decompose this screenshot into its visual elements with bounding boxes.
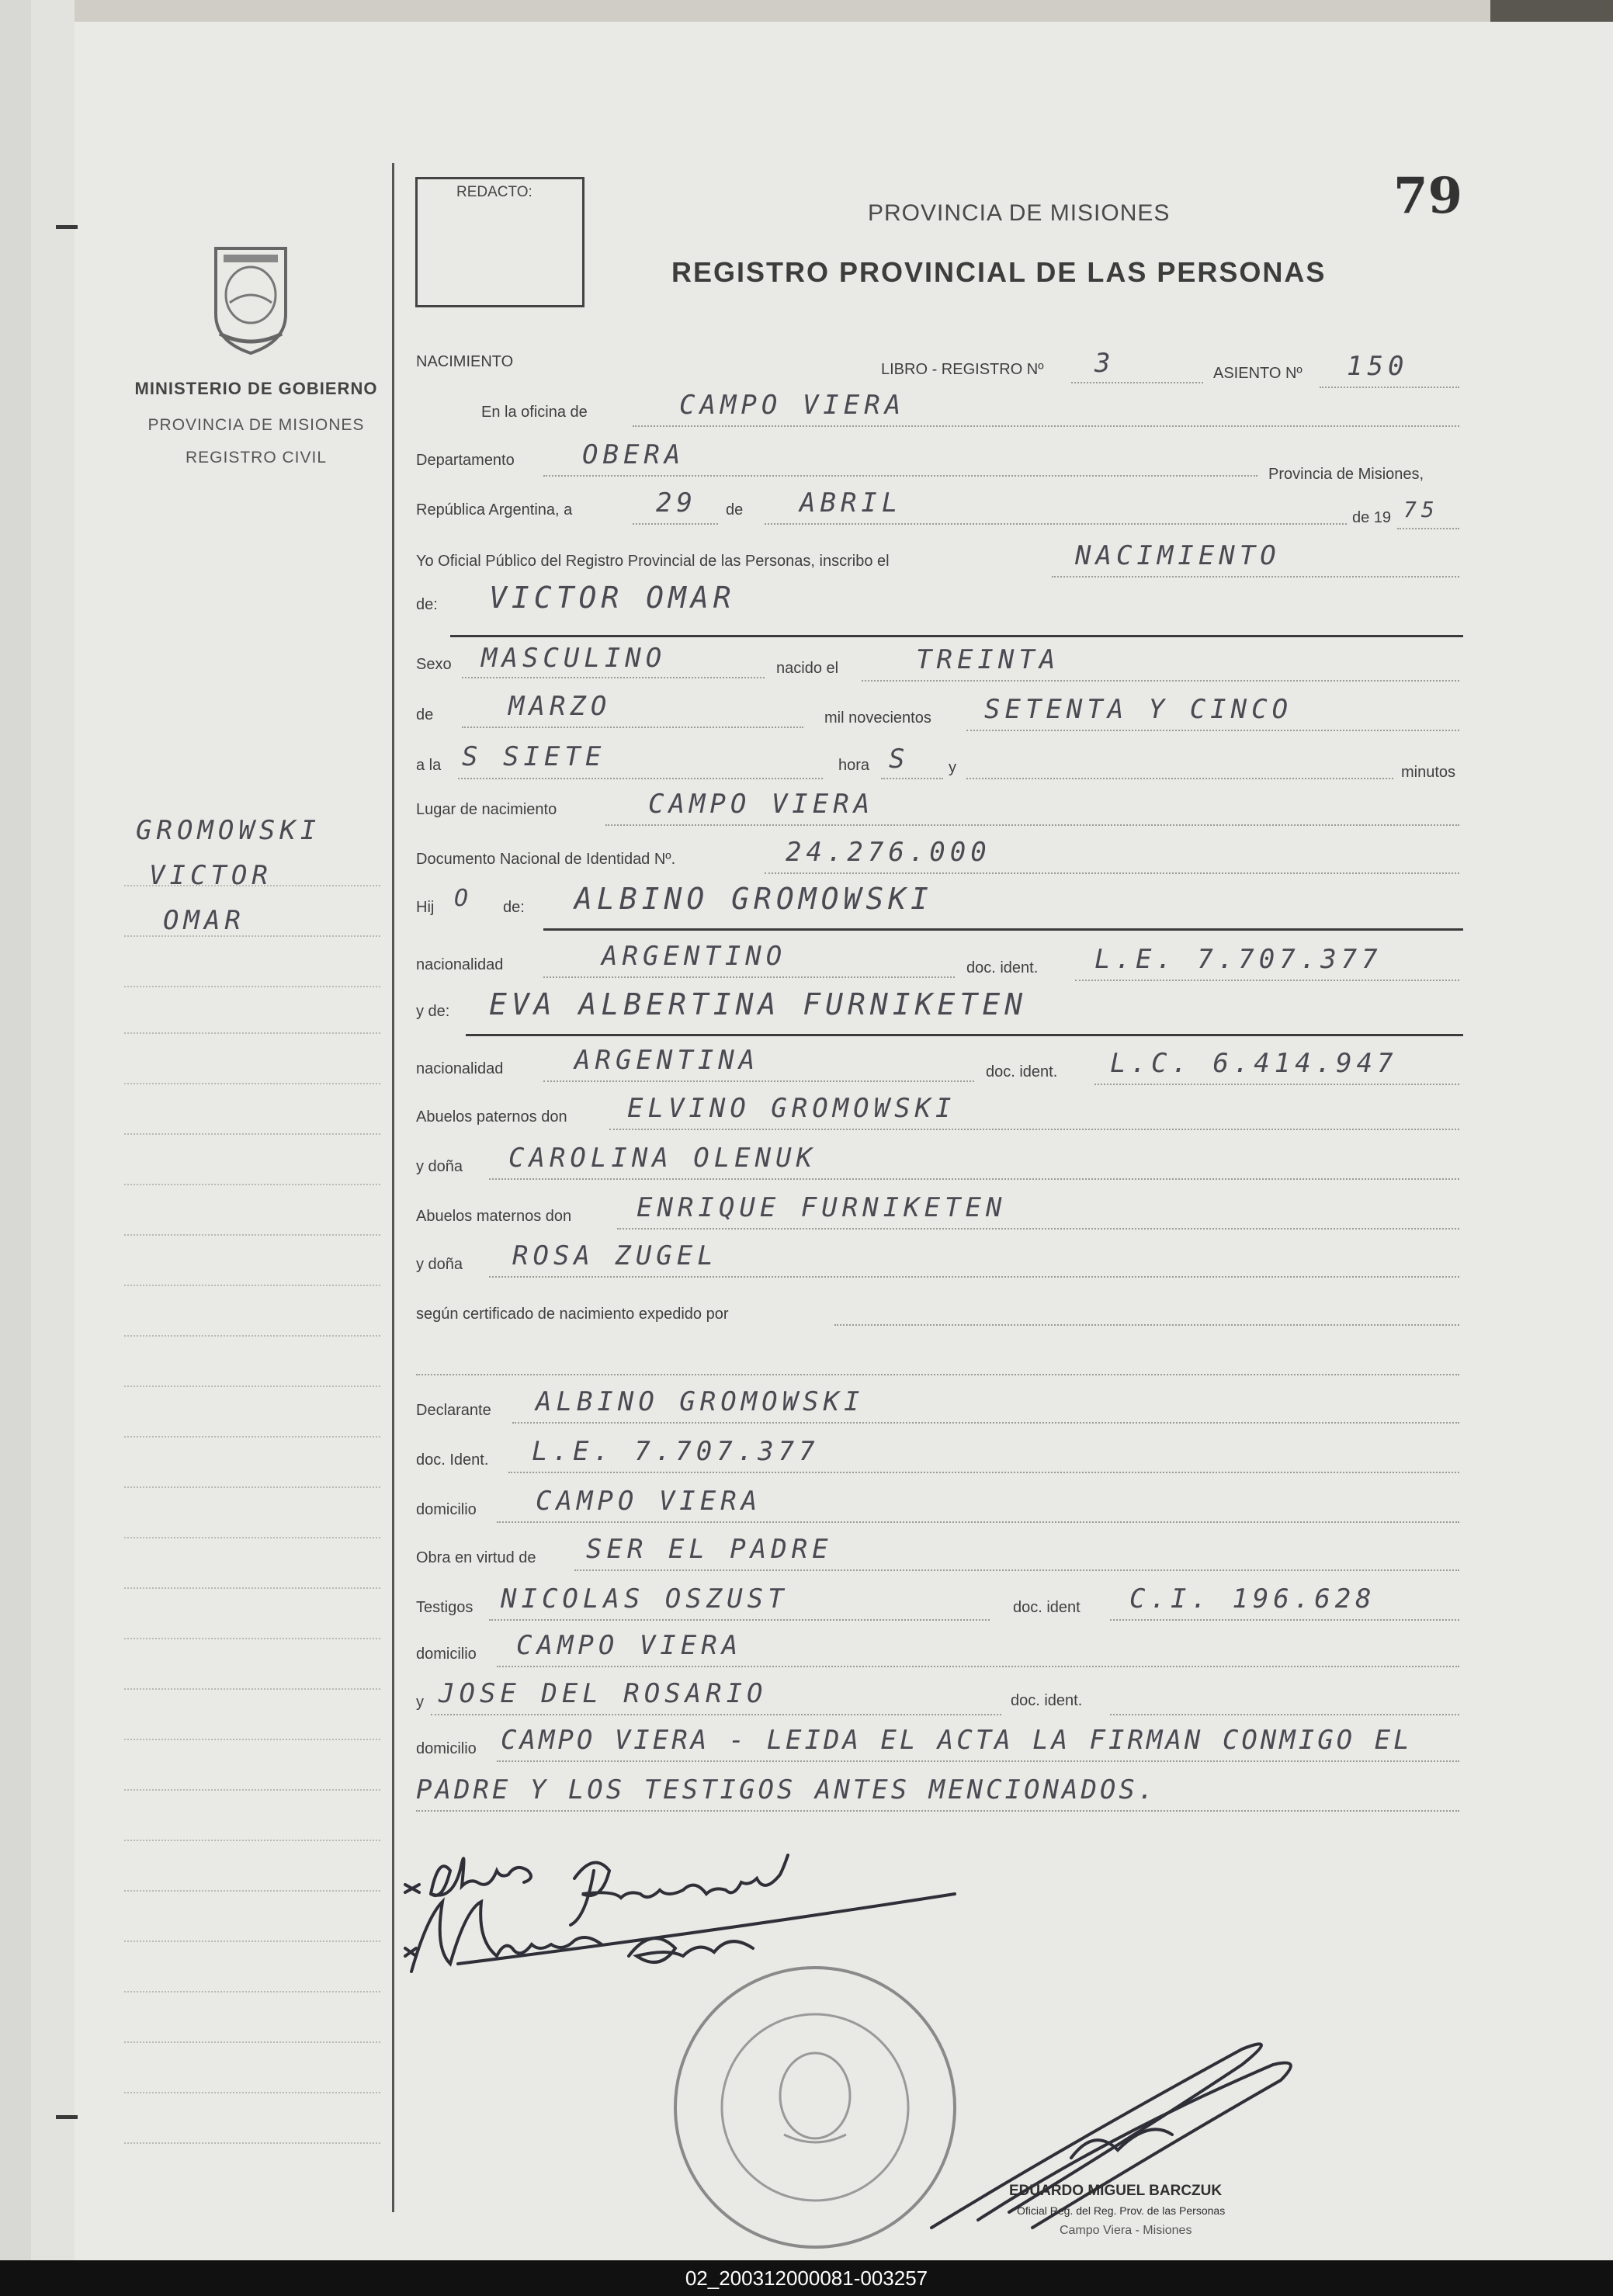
- domicilio-testigo2-label: domicilio: [416, 1740, 477, 1757]
- de-month-label: de: [416, 706, 434, 723]
- domicilio-declarante-value: CAMPO VIERA: [536, 1486, 762, 1517]
- mother-de-label: y de:: [416, 1003, 450, 1020]
- redacto-box: REDACTO:: [415, 177, 584, 307]
- abuelos-maternos-value: ENRIQUE FURNIKETEN: [637, 1192, 1007, 1223]
- domicilio-testigo1-label: domicilio: [416, 1646, 477, 1663]
- minutos-label: minutos: [1401, 764, 1456, 781]
- mother-value: EVA ALBERTINA FURNIKETEN: [489, 987, 1028, 1021]
- margin-divider: [392, 163, 394, 2212]
- libro-label: LIBRO - REGISTRO Nº: [881, 361, 1044, 378]
- closing-text: PADRE Y LOS TESTIGOS ANTES MENCIONADOS.: [416, 1774, 1157, 1805]
- nacionalidad-father-label: nacionalidad: [416, 956, 504, 973]
- page-number: 79: [1393, 167, 1463, 225]
- dni-label: Documento Nacional de Identidad Nº.: [416, 851, 676, 868]
- nacionalidad-father-value: ARGENTINO: [602, 941, 787, 972]
- doc-father-value: L.E. 7.707.377: [1094, 944, 1382, 975]
- domicilio-testigo1-value: CAMPO VIERA: [516, 1630, 743, 1661]
- republica-label: República Argentina, a: [416, 501, 573, 519]
- obra-value: SER EL PADRE: [586, 1534, 833, 1565]
- departamento-value: OBERA: [582, 439, 685, 470]
- dni-value: 24.276.000: [786, 837, 991, 868]
- top-edge: [0, 0, 1613, 22]
- margin-name-first: VICTOR: [149, 860, 272, 891]
- header-province: PROVINCIA DE MISIONES: [868, 200, 1171, 226]
- binder-mark: [56, 225, 78, 229]
- hora-value: S: [889, 744, 910, 775]
- domicilio-declarante-label: domicilio: [416, 1501, 477, 1518]
- abuela-materna-label: y doña: [416, 1256, 463, 1273]
- oficina-label: En la oficina de: [481, 404, 588, 421]
- officer-name: EDUARDO MIGUEL BARCZUK: [1009, 2183, 1223, 2199]
- declarante-value: ALBINO GROMOWSKI: [536, 1386, 865, 1417]
- mil-value: SETENTA Y CINCO: [984, 694, 1293, 725]
- doc-declarante-label: doc. Ident.: [416, 1451, 489, 1469]
- abuela-paterna-label: y doña: [416, 1158, 463, 1175]
- departamento-label: Departamento: [416, 452, 515, 469]
- oficial-text: Yo Oficial Público del Registro Provincial de las Personas, inscribo el: [416, 553, 890, 570]
- provincia-suffix: Provincia de Misiones,: [1268, 466, 1424, 483]
- coat-of-arms-emblem: [200, 241, 301, 357]
- doc-testigo2-label: doc. ident.: [1011, 1692, 1083, 1709]
- year-prefix: de 19: [1352, 509, 1392, 526]
- domicilio-testigo2-value: CAMPO VIERA - LEIDA EL ACTA LA FIRMAN CONMIGO EL: [501, 1725, 1413, 1756]
- segun-certificado-label: según certificado de nacimiento expedido por: [416, 1306, 729, 1323]
- image-identifier: 02_200312000081-003257: [0, 2260, 1613, 2296]
- margin-surname: GROMOWSKI: [136, 815, 321, 846]
- day-value: 29: [656, 487, 697, 519]
- sexo-value: MASCULINO: [481, 643, 667, 674]
- doc-declarante-value: L.E. 7.707.377: [532, 1436, 820, 1467]
- obra-label: Obra en virtud de: [416, 1549, 536, 1566]
- de-label: de: [726, 501, 744, 519]
- doc-mother-value: L.C. 6.414.947: [1110, 1048, 1398, 1079]
- hij-value: O: [454, 885, 473, 912]
- officer-title: Oficial Reg. del Reg. Prov. de las Personas: [1017, 2204, 1226, 2217]
- officer-signature: [916, 2034, 1335, 2251]
- child-name-value: VICTOR OMAR: [489, 581, 736, 615]
- testigos-label: Testigos: [416, 1599, 473, 1616]
- lugar-label: Lugar de nacimiento: [416, 801, 557, 818]
- asiento-label: ASIENTO Nº: [1213, 365, 1303, 382]
- margin-name-second: OMAR: [163, 905, 245, 936]
- oficina-value: CAMPO VIERA: [679, 390, 906, 421]
- abuela-materna-value: ROSA ZUGEL: [512, 1240, 718, 1271]
- asiento-value: 150: [1347, 351, 1409, 382]
- abuelos-maternos-label: Abuelos maternos don: [416, 1208, 572, 1225]
- libro-value: 3: [1094, 348, 1115, 379]
- nacido-label: nacido el: [776, 660, 839, 677]
- record-type-label: NACIMIENTO: [416, 353, 514, 370]
- testigo2-y-label: y: [416, 1694, 424, 1711]
- doc-testigo1-value: C.I. 196.628: [1129, 1583, 1376, 1614]
- abuelos-paternos-label: Abuelos paternos don: [416, 1108, 567, 1125]
- lugar-value: CAMPO VIERA: [648, 789, 875, 820]
- ministry-province: PROVINCIA DE MISIONES: [147, 416, 365, 434]
- hij-label: Hij: [416, 899, 435, 916]
- testigo2-value: JOSE DEL ROSARIO: [439, 1678, 768, 1709]
- alas-label: a la: [416, 757, 442, 774]
- header-registry: REGISTRO PROVINCIAL DE LAS PERSONAS: [671, 256, 1327, 288]
- doc-mother-label: doc. ident.: [986, 1063, 1058, 1080]
- testigo1-value: NICOLAS OSZUST: [501, 1583, 789, 1614]
- nacido-value: TREINTA: [916, 644, 1060, 675]
- declarante-label: Declarante: [416, 1402, 491, 1419]
- abuelos-paternos-value: ELVINO GROMOWSKI: [627, 1093, 956, 1124]
- ministry-title: MINISTERIO DE GOBIERNO: [134, 379, 378, 398]
- de-name-label: de:: [416, 596, 438, 613]
- nacionalidad-mother-value: ARGENTINA: [574, 1045, 760, 1076]
- doc-testigo1-label: doc. ident: [1013, 1599, 1081, 1616]
- ministry-registry: REGISTRO CIVIL: [185, 449, 328, 466]
- officer-location: Campo Viera - Misiones: [1060, 2224, 1192, 2237]
- nacionalidad-mother-label: nacionalidad: [416, 1060, 504, 1077]
- hij-de-label: de:: [503, 899, 525, 916]
- book-spine: [0, 0, 31, 2260]
- hora-label: hora: [838, 757, 870, 774]
- month-value: ABRIL: [800, 487, 903, 519]
- mil-label: mil novecientos: [824, 709, 931, 727]
- doc-father-label: doc. ident.: [966, 959, 1039, 976]
- birth-month-value: MARZO: [508, 691, 612, 722]
- inscribo-value: NACIMIENTO: [1075, 540, 1281, 571]
- sexo-label: Sexo: [416, 656, 452, 673]
- abuela-paterna-value: CAROLINA OLENUK: [508, 1143, 817, 1174]
- alas-value: S SIETE: [462, 741, 606, 772]
- year-value: 75: [1403, 497, 1439, 522]
- binder-mark: [56, 2115, 78, 2119]
- y-label: y: [949, 759, 956, 776]
- father-value: ALBINO GROMOWSKI: [574, 882, 934, 916]
